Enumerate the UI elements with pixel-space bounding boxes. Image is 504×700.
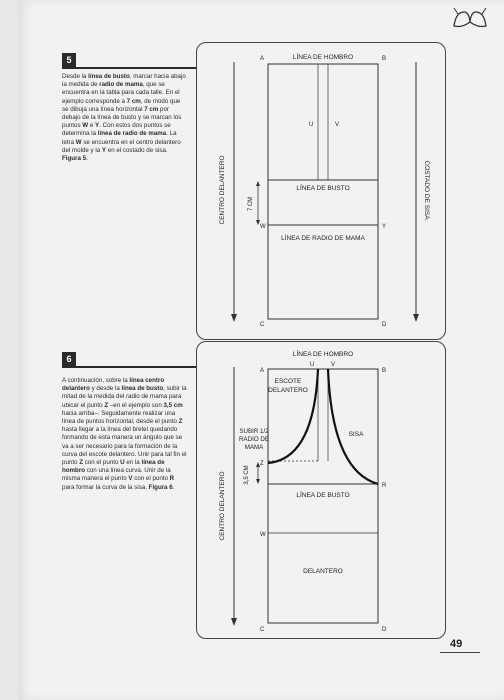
page-number-rule bbox=[440, 652, 480, 653]
step-5-text: Desde la línea de busto, marcar hacia abajo la medida de radio de mama, que se encuentra en la tabla para cada talle. En el ejemplo corresponde a 7 cm, de modo que se dibuja una línea horizontal 7 cm por debajo de la línea de busto y se marcan los puntos W e Y. Con estos dos puntos se determina la línea de radio de mama. La letra W se encuentra en el centro delantero del molde y la Y en el costado de sisa. Figura 5. bbox=[62, 73, 186, 163]
point-u: U bbox=[309, 122, 314, 128]
label-centro: CENTRO DELANTERO bbox=[219, 471, 226, 541]
page-number: 49 bbox=[450, 638, 463, 650]
step-6-badge: 6 bbox=[62, 352, 76, 366]
figure-5-diagram bbox=[196, 42, 446, 340]
label-busto: LÍNEA DE BUSTO bbox=[296, 185, 350, 192]
step-5-rule bbox=[62, 67, 198, 69]
label-delantero: DELANTERO bbox=[303, 568, 343, 575]
point-w: W bbox=[260, 224, 266, 230]
step-6-text: A continuación, sobre la línea centro delantero y desde la línea de busto, subir la mitad de la medida del radio de mama para ubicar el punto Z –en el ejemplo son 3,5 cm hacia arriba–. Seguidamente realizar una línea de puntos horizontal, desde el punto Z hasta llegar a la línea del bretel quedando formando de esta manera un ángulo que se va a ser necesario para la formación de la curva del escote delantero. Unir para tal fin el punto Z con el punto U en la línea de hombro con una línea curva. Unir de la misma manera el punto V con el punto R para formar la curva de la sisa. Figura 6. bbox=[62, 377, 187, 491]
label-measure: 7 CM bbox=[248, 196, 254, 212]
point-z: Z bbox=[260, 461, 264, 467]
label-escote-2: DELANTERO bbox=[268, 387, 308, 394]
point-c: C bbox=[260, 627, 265, 633]
arrow-head bbox=[413, 314, 419, 322]
point-b: B bbox=[382, 56, 387, 62]
label-subir-3: MAMA bbox=[244, 444, 264, 451]
point-u: U bbox=[310, 362, 315, 368]
label-subir-2: RADIO DE bbox=[239, 436, 269, 443]
point-y: Y bbox=[382, 224, 387, 230]
label-centro: CENTRO DELANTERO bbox=[219, 155, 226, 225]
arrow-head bbox=[231, 618, 237, 626]
label-radio: LÍNEA DE RADIO DE MAMA bbox=[281, 235, 365, 242]
label-sisa: SISA bbox=[348, 431, 364, 438]
point-d: D bbox=[382, 627, 387, 633]
label-subir-1: SUBIR 1/2 bbox=[239, 428, 269, 435]
label-measure: 3,5 CM bbox=[244, 465, 250, 485]
label-escote-1: ESCOTE bbox=[274, 378, 302, 385]
point-d: D bbox=[382, 322, 387, 328]
point-v: V bbox=[331, 362, 336, 368]
point-b: B bbox=[382, 368, 387, 374]
sisa-curve bbox=[328, 369, 378, 484]
point-r: R bbox=[382, 483, 387, 489]
step-5-badge: 5 bbox=[62, 53, 76, 67]
point-w: W bbox=[260, 532, 266, 538]
step-6-rule bbox=[62, 366, 198, 368]
point-a: A bbox=[260, 368, 265, 374]
point-v: V bbox=[335, 122, 340, 128]
label-hombro: LÍNEA DE HOMBRO bbox=[292, 351, 354, 358]
bra-icon bbox=[452, 8, 488, 30]
point-a: A bbox=[260, 56, 265, 62]
arrow-head bbox=[231, 314, 237, 322]
label-busto: LÍNEA DE BUSTO bbox=[296, 492, 350, 499]
point-c: C bbox=[260, 322, 265, 328]
label-costado: COSTADO DE SISA bbox=[423, 160, 430, 220]
label-hombro: LÍNEA DE HOMBRO bbox=[292, 54, 354, 61]
figure-6-diagram bbox=[196, 341, 446, 639]
